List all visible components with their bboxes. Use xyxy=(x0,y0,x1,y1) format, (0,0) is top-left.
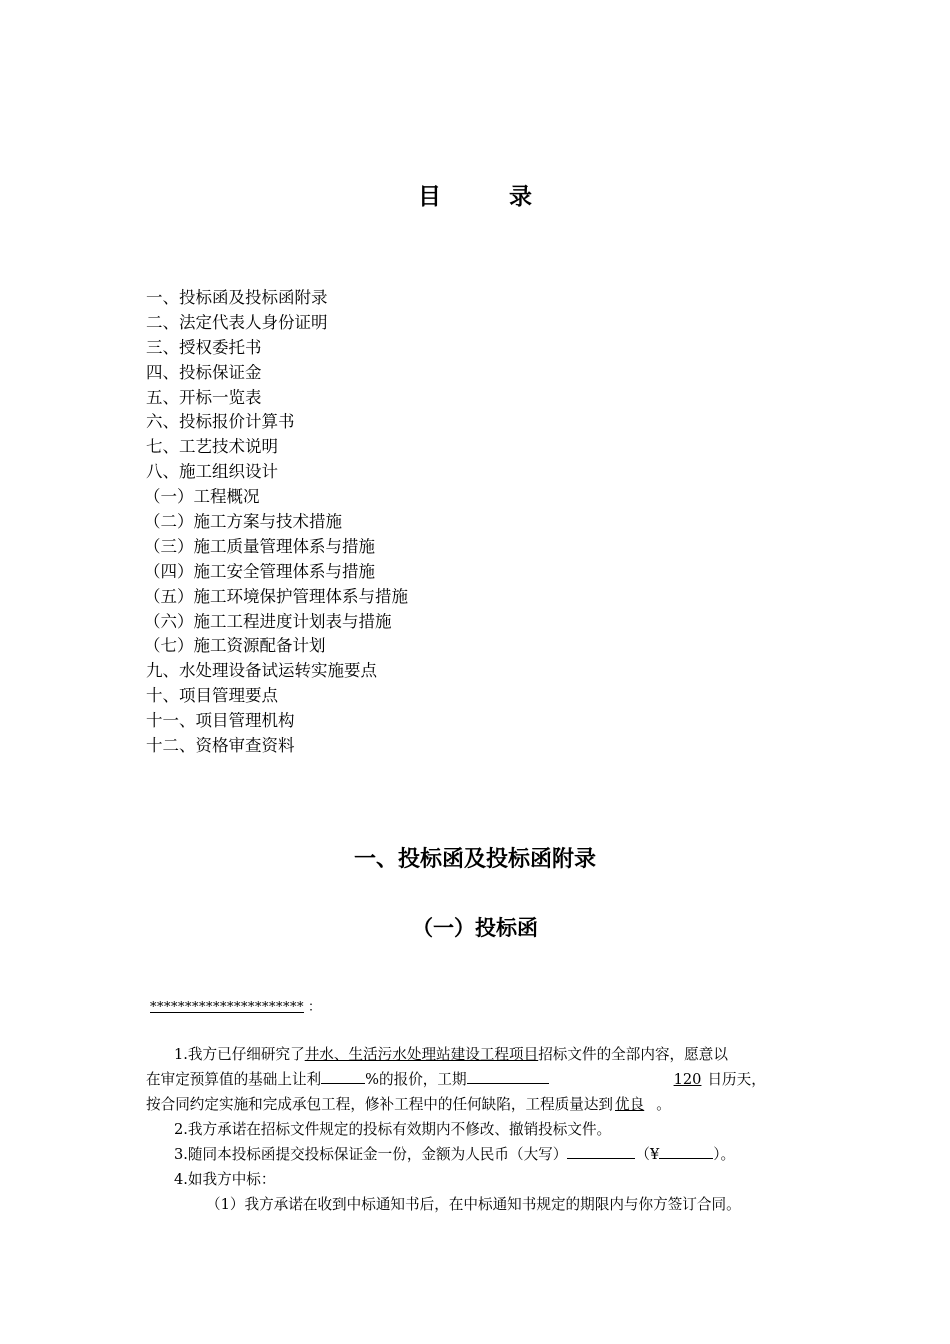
paragraph-1-line-2 xyxy=(146,1067,810,1092)
addressee-line xyxy=(146,996,321,1015)
project-name: 井水、生活污水处理站建设工程项目 xyxy=(304,1046,539,1063)
p1-text-f: 按合同约定实施和完成承包工程，修补工程中的任何缺陷，工程质量达到 xyxy=(146,1096,614,1113)
table-of-contents xyxy=(146,286,408,759)
toc-item: 二、法定代表人身份证明 xyxy=(146,312,328,332)
paragraph-1-line-1 xyxy=(146,1042,810,1067)
p3-text-a: 3.随同本投标函提交投标保证金一份，金额为人民币（大写） xyxy=(174,1146,568,1163)
toc-item: 十二、资格审查资料 xyxy=(146,736,295,756)
toc-subitem: （三）施工质量管理体系与措施 xyxy=(144,536,375,556)
addressee-colon: ： xyxy=(308,1000,322,1015)
discount-blank xyxy=(321,1067,365,1084)
toc-subitem: （四）施工安全管理体系与措施 xyxy=(144,561,375,581)
section-subheading: （一）投标函 xyxy=(412,916,538,940)
paragraph-3 xyxy=(146,1142,810,1167)
toc-subitem: （一）工程概况 xyxy=(144,487,260,507)
quality-level: 优良 xyxy=(615,1096,645,1113)
toc-subitem: （七）施工资源配备计划 xyxy=(144,636,326,656)
paragraph-4: 4.如我方中标： xyxy=(174,1171,276,1188)
p3-text-c: ）。 xyxy=(713,1146,736,1163)
toc-subitem: （二）施工方案与技术措施 xyxy=(144,512,342,532)
duration-days: 120 xyxy=(673,1071,702,1088)
paragraph-4-1: （1）我方承诺在收到中标通知书后，在中标通知书规定的期限内与你方签订合同。 xyxy=(206,1196,741,1213)
toc-item: 一、投标函及投标函附录 xyxy=(146,288,328,307)
p1-text-d: %的报价，工期 xyxy=(365,1071,467,1088)
toc-item: 八、施工组织设计 xyxy=(146,462,278,482)
toc-item: 四、投标保证金 xyxy=(146,362,262,382)
toc-item: 七、工艺技术说明 xyxy=(146,437,278,457)
duration-blank xyxy=(467,1067,549,1084)
toc-item: 三、授权委托书 xyxy=(146,337,262,357)
p3-text-b: （¥ xyxy=(635,1146,660,1163)
toc-item: 六、投标报价计算书 xyxy=(146,412,295,432)
toc-item: 五、开标一览表 xyxy=(146,387,262,407)
letter-body xyxy=(146,1042,810,1217)
toc-item: 十一、项目管理机构 xyxy=(146,711,295,731)
p1-text-c: 在审定预算值的基础上让利 xyxy=(146,1071,322,1088)
toc-item: 十、项目管理要点 xyxy=(146,686,278,706)
amount-figures-blank xyxy=(659,1142,713,1159)
p1-text-b: 招标文件的全部内容，愿意以 xyxy=(538,1046,728,1063)
toc-title: 目 录 xyxy=(417,184,562,210)
toc-item: 九、水处理设备试运转实施要点 xyxy=(146,661,377,681)
toc-subitem: （六）施工工程进度计划表与措施 xyxy=(144,611,392,631)
paragraph-1-line-3 xyxy=(146,1092,810,1117)
p1-text-e: 日历天， xyxy=(707,1071,766,1088)
section-heading: 一、投标函及投标函附录 xyxy=(353,847,596,872)
paragraph-2: 2.我方承诺在招标文件规定的投标有效期内不修改、撤销投标文件。 xyxy=(174,1121,612,1138)
toc-subitem: （五）施工环境保护管理体系与措施 xyxy=(144,586,408,606)
addressee-name: ********************** xyxy=(150,1000,304,1015)
p1-text-g: 。 xyxy=(656,1096,671,1113)
amount-words-blank xyxy=(567,1142,635,1159)
p1-text-a: 1.我方已仔细研究了 xyxy=(174,1046,305,1063)
